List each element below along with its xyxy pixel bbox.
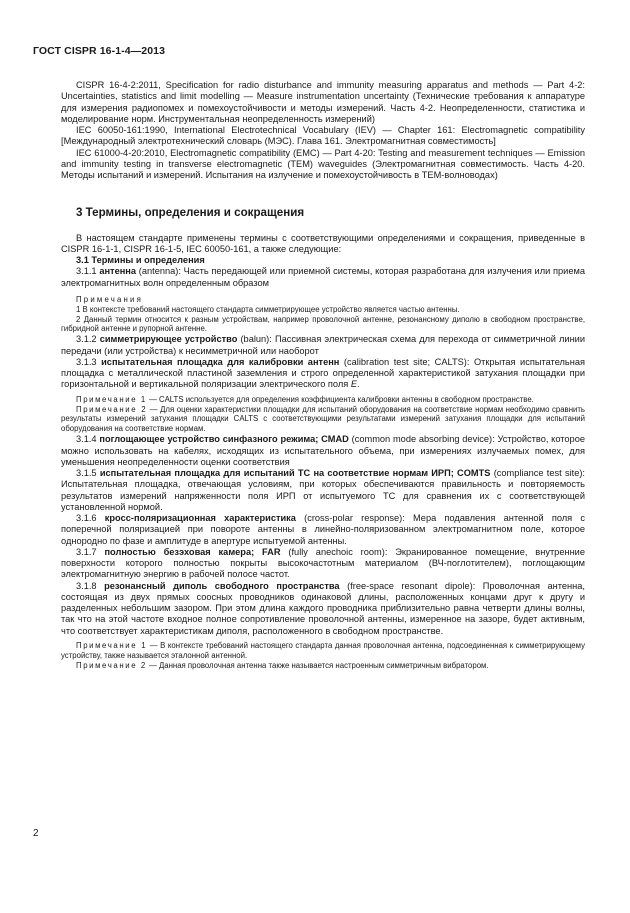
term-definition: (calibration test site; CALTS): Открытая испытательная площадка с металлической пластиной заземления и строго определенной характеристикой затухания площадки при горизонтальной и вертикальной поляризации электрического поля [61,356,586,390]
note-text: — В контексте требований настоящего стандарта данная проволочная антенна, подсоединенная к симметрирующему устройству, также называется эталонной антенной. [61,640,585,660]
page-content [61,80,585,670]
note-3-1-1-1: 1 В контексте требований настоящего стандарта симметрирующее устройство является частью антенны. [76,304,460,314]
term-3-1-7 [61,547,585,581]
term-3-1-1 [61,266,585,289]
term-3-1-8 [61,581,585,637]
note-text: — CALTS используется для определения коэффициента калибровки антенны в свободном пространстве. [146,394,534,404]
term-definition: (cross-polar response): Мера подавления антенной поля с поперечной поляризацией при повороте антенны в линейно-поляризованном электромагнитном поле, которое однородно по фазе и амплитуде в апертуре испытуемой антенны. [61,513,585,546]
term-number: 3.1.7 [76,546,97,557]
note-label: Примечание 2 [76,660,147,670]
term-definition: (compliance test site): Испытательная площадка, отвечающая условиям, при которых обеспечиваются правильность и повторяемость результатов измерений напряженности поля ИРП от испытуемого ТС для сравнения их с соответствующей установленной нормой. [61,468,585,512]
term-definition: (fully anechoic room): Экранированное помещение, внутренние поверхности которого полностью покрыты высокочастотным материалом (ВЧ-поглотителем), поглощающим электромагнитную энергию в рабочей полосе частот. [61,546,585,580]
note-3-1-8-1 [61,641,585,661]
term-3-1-4 [61,434,585,468]
term-name: испытательная площадка для испытаний ТС на соответствие нормам ИРП; COMTS [99,468,491,478]
note-text: — Данная проволочная антенна также называется настроенным симметричным вибратором. [146,660,489,670]
term-definition: (balun): Пассивная электрическая схема для перехода от симметричной линии передачи (или устройства) к несимметричной или наоборот [61,334,586,356]
e-field-symbol: E [350,379,358,390]
document-header: ГОСТ CISPR 16-1-4—2013 [33,45,166,57]
subsection-title [61,255,585,266]
term-definition: (free-space resonant dipole): Проволочная антенна, состоящая из двух прямых соосных проводников одинаковой длины, расположенных концами друг к другу и разделенных небольшим зазором. При этом длина каждого проводника приблизительно равна четверти длины волны, так что на этой частоте входное полное сопротивление проволочной антенны, измеренное на зазоре, будет активным, что соответствует характеристикам диполя, расположенного в свободном пространстве. [61,580,585,636]
term-number: 3.1.6 [76,513,97,523]
reference-iec-61000-4-20: IEC 61000-4-20:2010, Electromagnetic compatibility (EMC) — Part 4-20: Testing and measurement techniques — Emission and immunity testing in transverse electromagnetic (TEM) waveguides (Электромагнитная совместимость. Часть 4-20. Методы испытаний и измерений. Испытания на излучение и помехоустойчивость в ТЕМ-волноводах) [61,147,585,180]
section-intro: В настоящем стандарте применены термины с соответствующими определениями и сокращения, приведенные в CISPR 16-1-1, CISPR 16-1-5, IEC 60050-161, а также следующие: [61,232,585,254]
term-number: 3.1.4 [76,434,97,445]
note-3-1-1-2: 2 Данный термин относится к разным устройствам, например проволочной антенне, резонансному диполю в свободном пространстве, гибридной антенне и рупорной антенне. [61,314,585,334]
term-name: антенна [99,266,137,277]
term-3-1-3 [61,357,585,391]
note-3-1-3-1 [61,395,585,405]
note-label: Примечание 1 [76,394,147,404]
term-name: кросс-поляризационная характеристика [104,513,296,523]
page-number: 2 [33,828,39,839]
term-definition: (common mode absorbing device): Устройство, которое можно использовать на кабелях, исходящих из испытательного объема, при измерениях излучаемых помех, для уменьшения неопределенности оценки соответствия [61,434,585,467]
note-3-1-8-2 [61,661,585,671]
term-name: поглощающее устройство синфазного режима; CMAD [99,434,349,445]
term-number: 3.1.1 [76,266,97,277]
subsection-title-text: 3.1 Термины и определения [76,255,205,265]
term-number: 3.1.5 [76,468,97,478]
notes-heading: Примечания [76,294,144,304]
term-name: симметрирующее устройство [99,334,238,345]
section-title: 3 Термины, определения и сокращения [76,206,305,220]
term-3-1-6 [61,513,585,547]
note-3-1-3-2 [61,405,585,435]
term-definition: (antenna): Часть передающей или приемной системы, которая разработана для излучения или приема электромагнитных волн определенным образом [61,266,585,288]
term-name: резонансный диполь свободного пространства [104,580,340,591]
term-3-1-2 [61,334,585,357]
note-label: Примечание 1 [76,640,148,650]
term-name: испытательная площадка для калибровки антенн [101,356,340,367]
reference-iec-60050-161: IEC 60050-161:1990, International Electrotechnical Vocabulary (IEV) — Chapter 161: Electromagnetic compatibility [Международный электротехнический словарь (МЭС). Глава 161. Электромагнитная совместимость] [61,125,585,147]
term-number: 3.1.3 [76,356,97,367]
note-label: Примечание 2 [76,404,148,414]
term-name: полностью безэховая камера; FAR [104,546,281,557]
term-end: . [357,379,360,390]
note-text: — Для оценки характеристики площадки для испытаний оборудования на соответствие нормам необходимо сравнить результаты измерений затухания площадки CALTS с соответствующими результатами измерений затухания площадки для испытаний оборудования на соответствие нормам. [61,404,585,434]
term-number: 3.1.2 [76,334,97,345]
term-3-1-5 [61,468,585,513]
term-number: 3.1.8 [76,580,97,591]
reference-cispr-16-4-2: CISPR 16-4-2:2011, Specification for radio disturbance and immunity measuring apparatus and methods — Part 4-2: Uncertainties, statistics and limit modelling — Measure instrumentation uncertainty (Технические требования к аппаратуре для измерения радиопомех и помехоустойчивости и методы измерений. Часть 4-2. Неопределенности, статистика и моделирование норм. Инструментальная неопределенность измерений) [61,80,585,124]
